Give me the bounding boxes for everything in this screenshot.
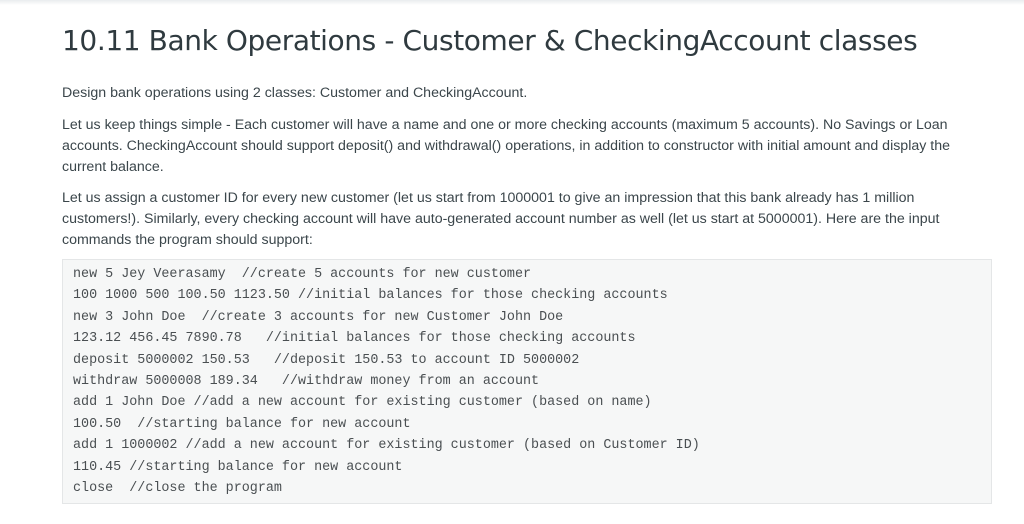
code-line: new 5 Jey Veerasamy //create 5 accounts for new customer (73, 267, 532, 282)
code-line: close //close the program (73, 481, 282, 497)
code-line: deposit 5000002 150.53 //deposit 150.53 to account ID 5000002 (73, 352, 580, 368)
code-line: 110.45 //starting balance for new account (73, 459, 403, 475)
code-line: withdraw 5000008 189.34 //withdraw money from an account (73, 374, 540, 390)
requirements-paragraph: Let us keep things simple - Each customer will have a name and one or more checking accounts (maximum 5 accounts). No Savings or Loan accounts. CheckingAccount should support deposit() and withdrawal() operations, in addition to constructor with initial amount and display the current balance. (62, 117, 951, 175)
code-line: 100.50 //starting balance for new account (73, 416, 411, 432)
lesson-content (62, 22, 992, 504)
intro-paragraph: Design bank operations using 2 classes: Customer and CheckingAccount. (62, 85, 528, 101)
code-line: new 3 John Doe //create 3 accounts for new Customer John Doe (73, 309, 564, 325)
code-line: add 1 John Doe //add a new account for existing customer (based on name) (73, 395, 652, 411)
code-line: 100 1000 500 100.50 1123.50 //initial balances for those checking accounts (73, 288, 668, 304)
top-shadow-strip (0, 0, 1024, 5)
code-line: add 1 1000002 //add a new account for existing customer (based on Customer ID) (73, 438, 700, 454)
page-title: 10.11 Bank Operations - Customer & CheckingAccount classes (62, 24, 918, 57)
code-line: 123.12 456.45 7890.78 //initial balances for those checking accounts (73, 331, 636, 347)
id-assignment-paragraph: Let us assign a customer ID for every new customer (let us start from 1000001 to give an impression that this bank already has 1 million customers!). Similarly, every checking account will have auto-generated account number as well (let us start at 5000001). Here are the input commands the program should support: (62, 190, 940, 248)
code-block (62, 259, 992, 504)
